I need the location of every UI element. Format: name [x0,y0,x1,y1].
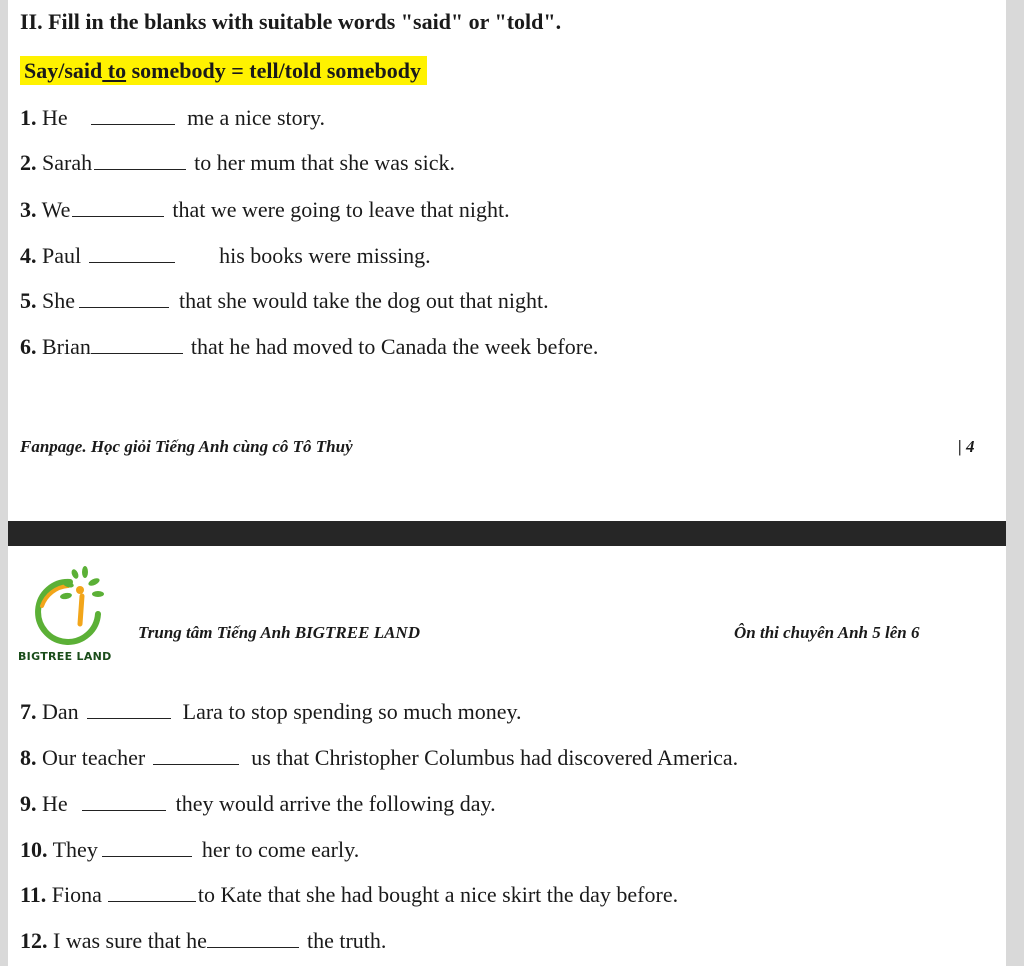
exercise-item [20,790,496,818]
item-number: 10. [20,837,48,862]
exercise-item [20,836,359,864]
item-text-after: that we were going to leave that night. [172,197,510,222]
exercise-item [20,242,431,270]
item-text-after: Lara to stop spending so much money. [182,699,522,724]
answer-blank[interactable] [153,744,239,772]
bigtree-logo-icon [30,566,112,646]
exercise-item [20,287,549,315]
item-number: 7. [20,699,37,724]
item-number: 6. [20,334,37,359]
item-number: 9. [20,791,37,816]
item-text-after: that she would take the dog out that night. [179,288,549,313]
answer-blank[interactable] [91,104,175,132]
item-text-before: Paul [42,243,82,268]
footer-fanpage: Fanpage. Học giỏi Tiếng Anh cùng cô Tô Thuỷ [20,437,353,456]
rule-part-3: somebody = tell/told somebody [126,58,421,83]
item-text-before: I was sure that he [53,928,207,953]
exercise-item [20,196,510,224]
item-text-after: the truth. [306,928,387,953]
item-text-before: Sarah [42,150,93,175]
item-text-before: He [42,791,68,816]
item-text-after: to her mum that she was sick. [194,150,455,175]
answer-blank[interactable] [89,242,175,270]
item-text-after: they would arrive the following day. [175,791,496,816]
item-number: 4. [20,243,37,268]
item-text-after: me a nice story. [187,105,326,130]
item-text-after: to Kate that she had bought a nice skirt the day before. [197,882,679,907]
answer-blank[interactable] [102,836,192,864]
answer-blank[interactable] [87,698,171,726]
page-divider [8,521,1006,546]
item-number: 5. [20,288,37,313]
answer-blank[interactable] [72,196,164,224]
exercise-item [20,104,325,132]
worksheet-page-2 [8,546,1006,966]
item-number: 3. [20,197,37,222]
item-text-before: Brian [42,334,91,359]
logo-text: BIGTREE LAND [18,650,112,663]
item-text-after: us that Christopher Columbus had discovered America. [251,745,739,770]
center-name: Trung tâm Tiếng Anh BIGTREE LAND [138,623,420,642]
page-number: | 4 [958,437,975,456]
item-text-before: They [52,837,98,862]
item-text-before: Fiona [51,882,102,907]
answer-blank[interactable] [207,927,299,955]
rule-part-2: to [102,58,127,83]
item-text-after: that he had moved to Canada the week before. [190,334,599,359]
grammar-rule [20,57,427,85]
exercise-item [20,927,386,955]
item-text-before: Dan [42,699,79,724]
exercise-item [20,333,598,361]
answer-blank[interactable] [94,149,186,177]
item-text-before: She [42,288,75,313]
item-number: 11. [20,882,47,907]
answer-blank[interactable] [82,790,166,818]
answer-blank[interactable] [108,881,196,909]
answer-blank[interactable] [79,287,169,315]
item-number: 2. [20,150,37,175]
worksheet-page-1 [8,0,1006,521]
item-text-after: his books were missing. [219,243,431,268]
exercise-item [20,698,522,726]
answer-blank[interactable] [91,333,183,361]
exercise-item [20,744,738,772]
item-number: 12. [20,928,48,953]
rule-part-1: Say/said [24,58,103,83]
item-text-before: He [42,105,68,130]
item-text-before: We [41,197,71,222]
rule-highlight [20,56,427,85]
exercise-item [20,149,455,177]
item-text-after: her to come early. [201,837,360,862]
course-title: Ôn thi chuyên Anh 5 lên 6 [734,623,920,642]
exercise-item [20,881,678,909]
item-number: 8. [20,745,37,770]
exercise-title: II. Fill in the blanks with suitable words "said" or "told". [20,9,562,34]
item-text-before: Our teacher [42,745,146,770]
item-number: 1. [20,105,37,130]
